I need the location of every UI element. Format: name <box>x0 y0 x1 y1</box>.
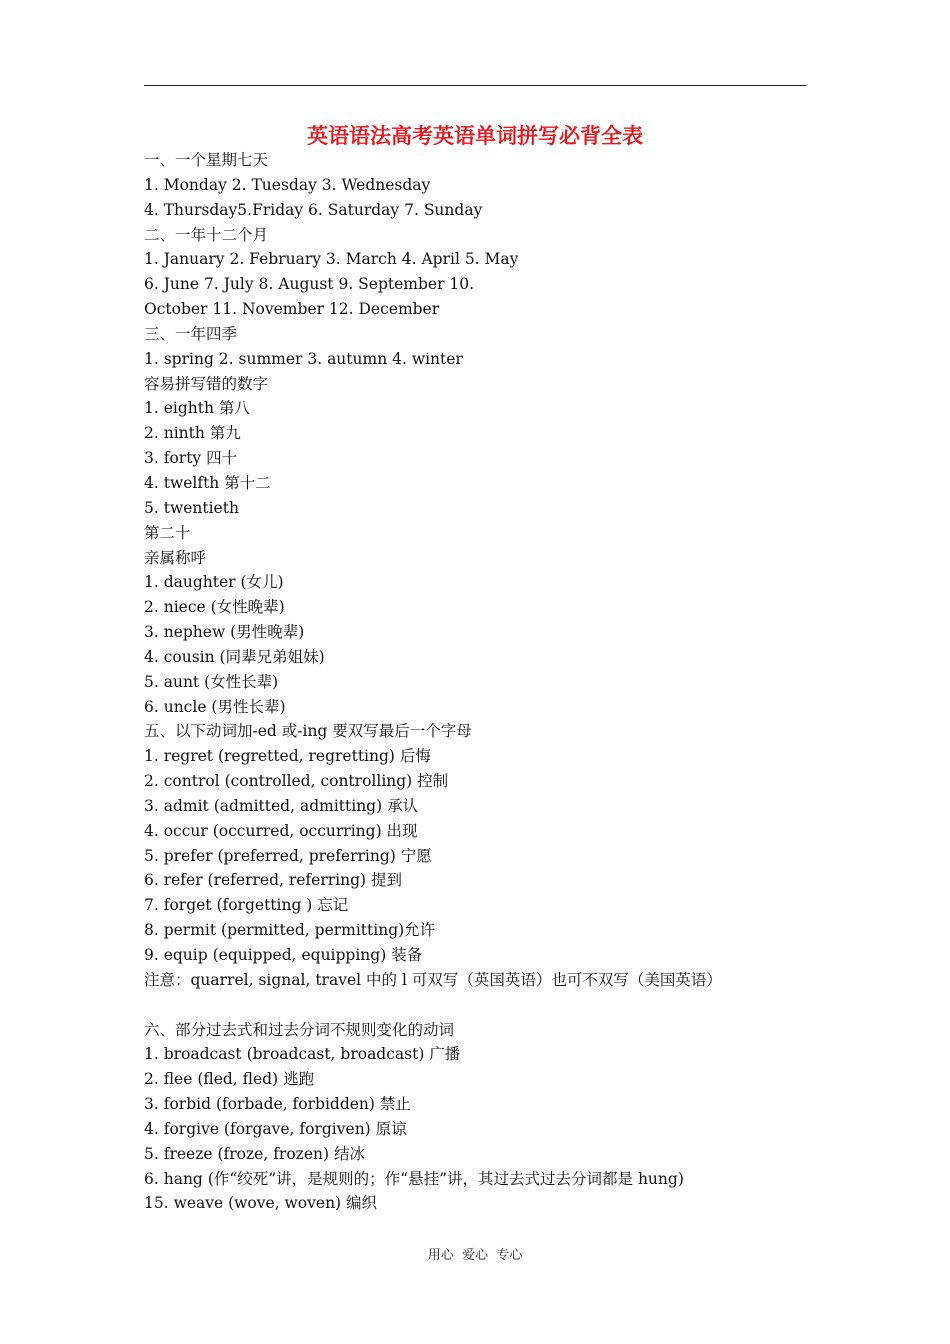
text-line: 1. broadcast (broadcast, broadcast) 广播 <box>144 1045 461 1064</box>
text-line: 4. twelfth 第十二 <box>144 473 271 492</box>
text-line: 4. cousin (同辈兄弟姐妹) <box>144 647 325 666</box>
text-line: 五、以下动词加-ed 或-ing 要双写最后一个字母 <box>144 722 472 741</box>
text-line: 6. uncle (男性长辈) <box>144 697 286 716</box>
text-line: 5. aunt (女性长辈) <box>144 672 279 691</box>
text-line: 二、一年十二个月 <box>144 225 269 244</box>
text-line: 15. weave (wove, woven) 编织 <box>144 1194 378 1213</box>
header-rule <box>144 85 806 86</box>
text-line: 亲属称呼 <box>144 548 207 567</box>
text-line: 8. permit (permitted, permitting)允许 <box>144 921 436 940</box>
text-line: 1. Monday 2. Tuesday 3. Wednesday <box>144 175 431 194</box>
text-line: 第二十 <box>144 523 191 542</box>
text-line: 3. nephew (男性晚辈) <box>144 623 305 642</box>
text-line: 2. niece (女性晚辈) <box>144 598 285 617</box>
text-line: 4. forgive (forgave, forgiven) 原谅 <box>144 1119 407 1138</box>
text-line: 注意：quarrel, signal, travel 中的 l 可双写（英国英语）也可不双写（美国英语） <box>144 970 722 989</box>
text-line: 5. freeze (froze, frozen) 结冰 <box>144 1144 365 1163</box>
text-line: 1. spring 2. summer 3. autumn 4. winter <box>144 349 463 368</box>
text-line: 9. equip (equipped, equipping) 装备 <box>144 946 423 964</box>
text-line: 容易拼写错的数字 <box>144 374 269 393</box>
text-line: 5. twentieth <box>144 498 239 517</box>
document-title: 英语语法高考英语单词拼写必背全表 <box>307 123 643 148</box>
text-line: 6. June 7. July 8. August 9. September 10. <box>144 275 475 294</box>
text-line: 2. control (controlled, controlling) 控制 <box>144 772 449 791</box>
text-line: 4. occur (occurred, occurring) 出现 <box>144 821 418 840</box>
text-line: 4. Thursday5.Friday 6. Saturday 7. Sunday <box>144 200 483 219</box>
text-line: 三、一年四季 <box>144 324 238 343</box>
text-line: 一、一个星期七天 <box>144 151 269 169</box>
text-line: 6. refer (referred, referring) 提到 <box>144 871 402 890</box>
text-line: 六、部分过去式和过去分词不规则变化的动词 <box>144 1020 455 1039</box>
page-footer: 用心 爱心 专心 <box>427 1248 523 1263</box>
document-body <box>144 148 824 1216</box>
text-line: 1. January 2. February 3. March 4. April 5. May <box>144 250 519 269</box>
text-line: 3. forbid (forbade, forbidden) 禁止 <box>144 1095 411 1114</box>
text-line: 7. forget (forgetting ) 忘记 <box>144 896 349 915</box>
text-line <box>144 993 824 1018</box>
text-line: 5. prefer (preferred, preferring) 宁愿 <box>144 846 432 865</box>
text-line: 6. hang (作“绞死”讲，是规则的；作“悬挂”讲，其过去式过去分词都是 hung) <box>144 1169 684 1188</box>
text-line: 2. flee (fled, fled) 逃跑 <box>144 1070 315 1089</box>
text-line: 3. forty 四十 <box>144 449 238 468</box>
text-line: 1. eighth 第八 <box>144 399 250 418</box>
text-line: October 11. November 12. December <box>144 300 440 319</box>
text-line: 1. regret (regretted, regretting) 后悔 <box>144 747 431 766</box>
text-line: 3. admit (admitted, admitting) 承认 <box>144 796 419 815</box>
text-line: 2. ninth 第九 <box>144 424 241 443</box>
text-line: 1. daughter (女儿) <box>144 573 284 592</box>
